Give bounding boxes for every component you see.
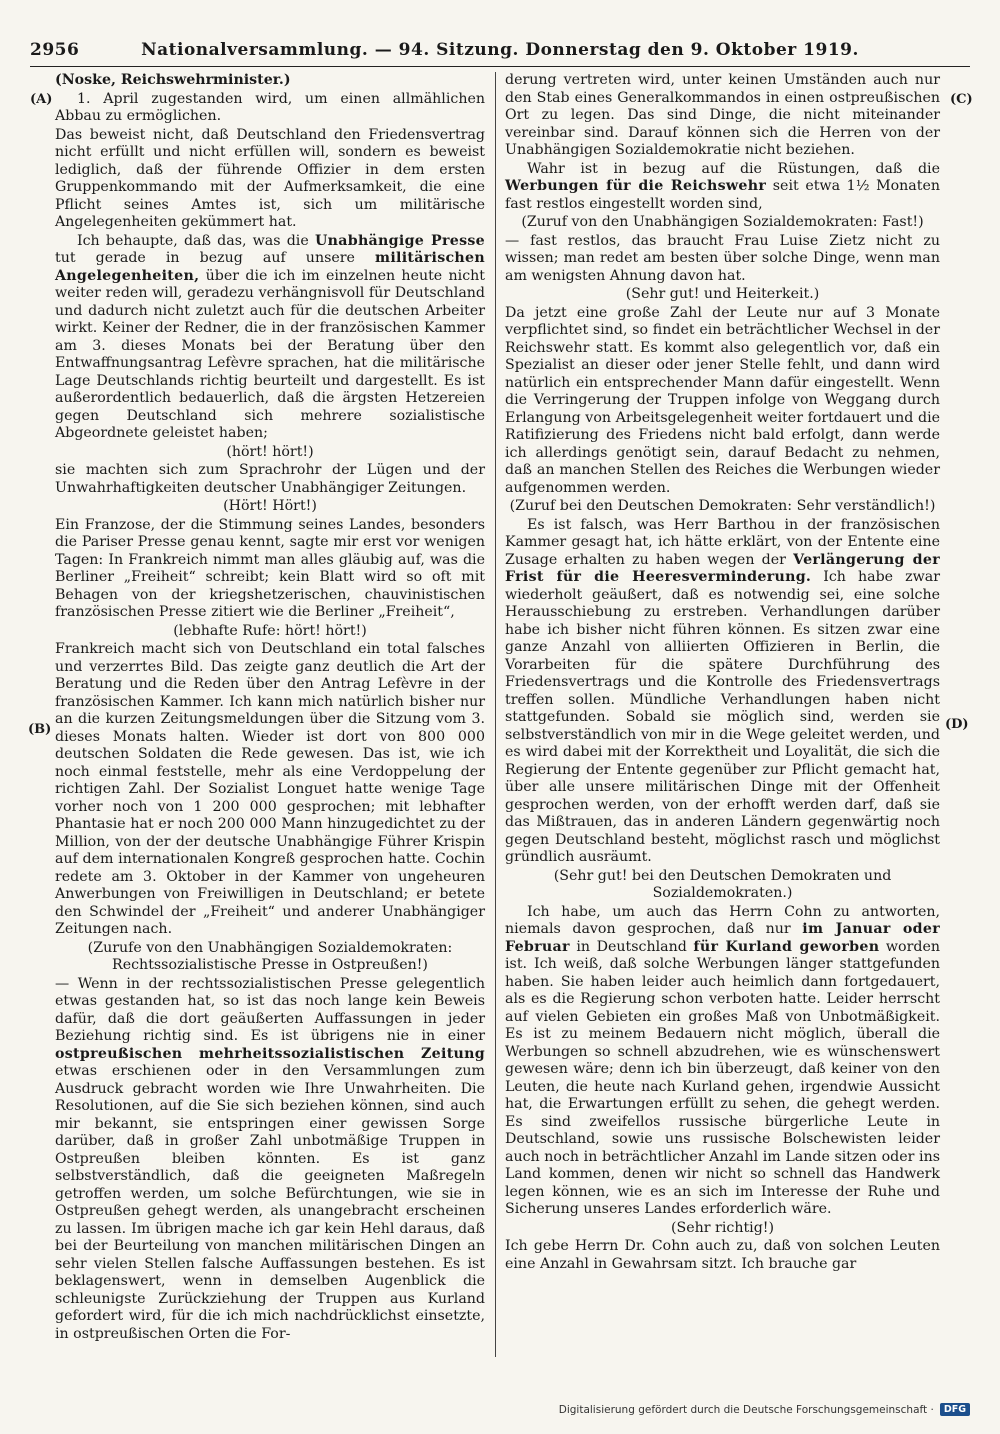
interjection: (Sehr gut! und Heiterkeit.) — [625, 286, 820, 302]
page-number: 2956 — [30, 40, 80, 60]
paragraph: sie machten sich zum Sprachrohr der Lügen und der Unwahrhaftigkeiten deutscher Unabhängiger Zeitungen. — [55, 462, 485, 496]
paragraph: Ich habe, um auch das Herrn Cohn zu antworten, niemals davon gesprochen, daß nur im Januar oder Februar in Deutschland für Kurland geworben worden ist. Ich weiß, daß solche Werbungen länger stattgefunden haben. Sie haben leider auch heimlich dann fortgedauert, als es die Regierung schon verboten hatte. Leider herrscht auf vielen Gebieten ein großes Maß von Unbotmäßigkeit. Es ist zu meinem Bedauern nicht möglich, überall die Werbungen so schnell abzudrehen, wie es wünschenswert gewesen wäre; denn ich bin überzeugt, daß keiner von den Leuten, die heute nach Kurland gehen, irgendwie Aussicht hat, die Erwartungen erfüllt zu sehen, die gehegt werden. Es sind zweifellos russische bürgerliche Leute in Deutschland, sowie uns russische Bolschewisten leider auch noch in beträchtlicher Anzahl im Lande sitzen oder ins Land kommen, denen wir nicht so schnell das Handwerk legen können, wie es an sich im Interesse der Ruhe und Sicherung unseres Landes erforderlich wäre. — [505, 903, 940, 1217]
margin-marker-a: (A) — [30, 92, 53, 107]
interjection: (lebhafte Rufe: hört! hört!) — [173, 622, 367, 639]
speaker-line: (Noske, Reichswehrminister.) — [55, 72, 291, 88]
page-header — [30, 40, 970, 67]
footer-text: Digitalisierung gefördert durch die Deutsche Forschungsgemeinschaft · — [558, 1403, 934, 1416]
dfg-logo: DFG — [940, 1403, 970, 1416]
interjection: (Zuruf von den Unabhängigen Sozialdemokraten: Fast!) — [521, 214, 924, 230]
paragraph: — fast restlos, das braucht Frau Luise Zietz nicht zu wissen; man redet am besten über solche Dinge, wenn man am wenigsten Ahnung davon hat. — [505, 232, 940, 284]
column-divider — [495, 72, 496, 1357]
paragraph: Ich behaupte, daß das, was die Unabhängige Presse tut gerade in bezug auf unsere militärischen Angelegenheiten, über die ich im einzelnen heute nicht weiter reden will, geradezu verhängnisvoll für Deutschland und dadurch nicht zuletzt auch für die deutschen Arbeiter wirkt. Keiner der Redner, die in der französischen Kammer am 3. dieses Monats bei der Beratung über den Entwaffnungsantrag Lefèvre sprachen, hat die militärische Lage Deutschlands richtig beurteilt und dargestellt. Es ist außerordentlich bedauerlich, daß die ärgsten Hetzereien gegen Deutschland sich mehrere sozialistische Abgeordnete geleistet haben; — [55, 232, 485, 441]
interjection: (Hört! Hört!) — [223, 498, 317, 514]
margin-marker-b: (B) — [28, 722, 52, 737]
interjection: (Zurufe von den Unabhängigen Sozialdemokraten: Rechtssozialistische Presse in Ostpreußen!) — [87, 939, 453, 973]
interjection: (Zuruf bei den Deutschen Demokraten: Sehr verständlich!) — [509, 498, 936, 514]
footer — [559, 1403, 970, 1416]
paragraph: Das beweist nicht, daß Deutschland den Friedensvertrag nicht erfüllt und nicht erfüllen will, sondern es beweist lediglich, daß der führende Offizier in dem ersten Gruppenkommando mit der Aufmerksamkeit, die eine Pflicht seines Amtes ist, sich um militärische Angelegenheiten gekümmert hat. — [55, 126, 485, 230]
paragraph: derung vertreten wird, unter keinen Umständen auch nur den Stab eines Generalkommandos in einen ostpreußischen Ort zu legen. Das sind Dinge, die nicht miteinander vereinbar sind. Darauf können sich die Herren von der Unabhängigen Sozialdemokratie nicht beziehen. — [505, 72, 940, 158]
paragraph: Ich gebe Herrn Dr. Cohn auch zu, daß von solchen Leuten eine Anzahl in Gewahrsam sitzt. Ich brauche gar — [505, 1238, 940, 1272]
left-column — [55, 72, 485, 1344]
paragraph: — Wenn in der rechtssozialistischen Presse gelegentlich etwas gestanden hat, so ist das noch lange kein Beweis dafür, daß die dort geäußerten Auffassungen in jeder Beziehung richtig sind. Es ist übrigens nie in einer ostpreußischen mehrheitssozialistischen Zeitung etwas erschienen oder in den Versammlungen zum Ausdruck gebracht worden wie Ihre Unwahrheiten. Die Resolutionen, auf die Sie sich beziehen können, sind auch mir bekannt, sie entspringen einer gewissen Sorge darüber, daß in großer Zahl unbotmäßige Truppen in Ostpreußen bleiben könnten. Es ist ganz selbstverständlich, daß die geeigneten Maßregeln getroffen werden, um solche Befürchtungen, wie sie in Ostpreußen gehegt werden, als unangebracht erscheinen zu lassen. Im übrigen mache ich gar kein Hehl daraus, daß bei der Beurteilung von manchen militärischen Dingen an sehr vielen Stellen falsche Auffassungen bestehen. Es ist beklagenswert, wenn in demselben Augenblick die schleunigste Zurückziehung der Truppen aus Kurland gefordert wird, für die ich mich nachdrücklichst einsetzte, in ostpreußischen Orten die For- — [55, 975, 485, 1342]
interjection: (Sehr richtig!) — [670, 1219, 775, 1236]
paragraph: Wahr ist in bezug auf die Rüstungen, daß die Werbungen für die Reichswehr seit etwa 1½ Monaten fast restlos eingestellt worden sind, — [505, 160, 940, 212]
interjection: (Sehr gut! bei den Deutschen Demokraten und Sozialdemokraten.) — [553, 867, 892, 901]
paragraph: Es ist falsch, was Herr Barthou in der französischen Kammer gesagt hat, ich hätte erklärt, von der Entente eine Zusage erhalten zu haben wegen der Verlängerung der Frist für die Heeresverminderung. Ich habe zwar wiederholt geäußert, daß es notwendig sei, eine solche Herausschiebung zu erstreben. Verhandlungen darüber habe ich bisher nicht führen können. Es sitzen zwar eine ganze Anzahl von alliierten Offizieren in Berlin, die Vorarbeiten für die spätere Durchführung des Friedensvertrags und die Kontrolle des Friedensvertrags treffen sollen. Mündliche Verhandlungen haben nicht stattgefunden. Sobald sie möglich sind, werden sie selbstverständlich von mir in die Wege geleitet werden, und es wird dabei mit der Korrektheit und Loyalität, die sich die Regierung der Entente gegenüber zur Pflicht gemacht hat, über alle unsere militärischen Dinge mit der Offenheit gesprochen werden, von der erhofft werden darf, daß sie das Mißtrauen, das in anderen Ländern gegenwärtig noch gegen Deutschland besteht, möglichst rasch und möglichst gründlich ausräumt. — [505, 516, 940, 865]
margin-marker-d: (D) — [945, 717, 969, 732]
margin-marker-c: (C) — [950, 92, 973, 107]
page-title: Nationalversammlung. — 94. Sitzung. Donnerstag den 9. Oktober 1919. — [141, 40, 859, 60]
paragraph: Frankreich macht sich von Deutschland ein total falsches und verzerrtes Bild. Das zeigte ganz deutlich die Art der Beratung und die Reden über den Antrag Lefèvre in der französischen Kammer. Ich kann mich natürlich bisher nur an die kurzen Zeitungsmeldungen über die Sitzung vom 3. dieses Monats halten. Wieder ist dort von 800 000 deutschen Soldaten die Rede gewesen. Das ist, wie ich noch einmal feststelle, mehr als eine Verdoppelung der richtigen Zahl. Der Sozialist Longuet hatte wenige Tage vorher noch von 1 200 000 gesprochen; mit lebhafter Phantasie hat er noch 200 000 Mann hinzugedichtet zu der Million, von der der deutsche Unabhängige Führer Krispin auf dem internationalen Kongreß gesprochen hatte. Cochin redete am 3. Oktober in der Kammer von ungeheuren Anwerbungen von Freiwilligen in Deutschland; er betete den Schwindel der „Freiheit“ und anderer Unabhängiger Zeitungen nach. — [55, 641, 485, 937]
paragraph: Ein Franzose, der die Stimmung seines Landes, besonders die Pariser Presse genau kennt, sagte mir erst vor wenigen Tagen: In Frankreich nimmt man alles gläubig auf, was die Berliner „Freiheit“ schreibt; kein Blatt wird so oft mit Behagen von der kriegshetzerischen, chauvinistischen französischen Presse zitiert wie die Berliner „Freiheit“, — [55, 516, 485, 620]
paragraph: 1. April zugestanden wird, um einen allmählichen Abbau zu ermöglichen. — [55, 90, 485, 124]
interjection: (hört! hört!) — [226, 443, 314, 460]
right-column — [505, 72, 940, 1274]
paragraph: Da jetzt eine große Zahl der Leute nur auf 3 Monate verpflichtet sind, so findet ein beträchtlicher Wechsel in der Reichswehr statt. Es kommt also gelegentlich vor, daß ein Spezialist an dieser oder jener Stelle fehlt, und dann wird natürlich ein entsprechender Mann dafür eingestellt. Wenn die Verringerung der Truppen infolge von Weggang durch Erlangung von Arbeitsgelegenheit weiter fortdauert und die Ratifizierung des Friedens nicht bald erfolgt, dann werde ich allerdings genötigt sein, darauf Bedacht zu nehmen, daß an manchen Stellen des Reiches die Werbungen wieder aufgenommen werden. — [505, 304, 940, 496]
